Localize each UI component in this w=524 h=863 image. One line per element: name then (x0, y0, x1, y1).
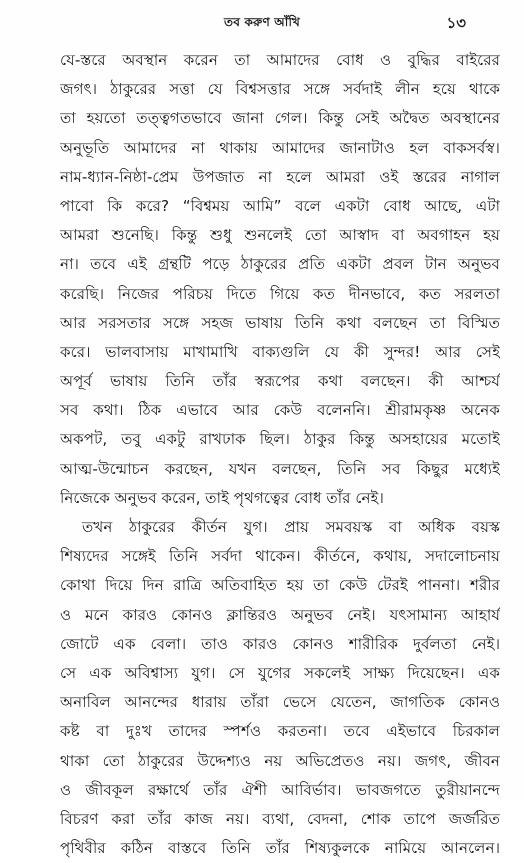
text-line: তা হয়তো তত্ত্বগতভাবে জানা গেল। কিন্তু সেই অদ্বৈত অবস্থানের (60, 109, 500, 128)
text-line: নাম-ধ্যান-নিষ্ঠা-প্রেম উপজাত না হলে আমরা ওই স্তরের নাগাল (60, 167, 500, 186)
text-line: জোটে এক বেলা। তাও কারও কোনও শারীরিক দুর্বলতা নেই। (60, 634, 500, 653)
text-line: সে এক অবিশ্বাস্য যুগ। সে যুগের সকলেই সাক্ষ্য দিয়েছেন। এক (60, 663, 500, 682)
text-line: কোথা দিয়ে দিন রাত্রি অতিবাহিত হয় তা কেউ টেরই পাননা। শরীর (60, 576, 500, 595)
text-line: ও জীবকূল রক্ষার্থে তাঁর ঐশী আবির্ভাব। ভাবজগতে তুরীয়ানন্দে (60, 780, 500, 799)
text-line: পৃথিবীর কঠিন বাস্তবে তিনি তাঁর শিষ্যকুলকে নামিয়ে আনলেন। (60, 839, 500, 858)
text-line: করে। ভালবাসায় মাখামাখি বাক্যগুলি যে কী সুন্দর! আর সেই (60, 342, 500, 361)
text-line: কষ্ট বা দুঃখ তাদের স্পর্শও করতনা। তবে এইভাবে চিরকাল (60, 722, 500, 741)
text-line: থাকা তো ঠাকুরের উদ্দেশ্যও নয় অভিপ্রেতও নয়। জগৎ, জীবন (60, 751, 500, 770)
text-line: বিচরণ করা তাঁর কাজ নয়। ব্যথা, বেদনা, শোক তাপে জর্জরিত (60, 809, 500, 828)
text-line: শিষ্যদের সঙ্গেই তিনি সর্বদা থাকেন। কীর্তনে, কথায়, সদালোচনায় (60, 547, 500, 566)
page-number: ১৩ (446, 14, 466, 32)
text-line: আর সরসতার সঙ্গে সহজ ভাষায় তিনি কথা বলছেন তা বিস্মিত (60, 313, 500, 332)
text-line: অপূর্ব ভাষায় তিনি তাঁর স্বরূপের কথা বলছেন। কী আশ্চর্য (60, 372, 500, 391)
text-line: না। তবে এই গ্রন্থটি পড়ে ঠাকুরের প্রতি একটা প্রবল টান অনুভব (60, 255, 500, 274)
running-title: তব করুণ আঁখি (223, 15, 300, 29)
text-line: আত্ম-উন্মোচন করছেন, যখন বলছেন, তিনি সব কিছুর মধ্যেই (60, 459, 500, 478)
text-line: অকপট, তবু একটু রাখঢাক ছিল। ঠাকুর কিন্তু অসহায়ের মতোই (60, 430, 500, 449)
text-line: তখন ঠাকুরের কীর্তন যুগ। প্রায় সমবয়স্ক বা অধিক বয়স্ক (82, 518, 500, 536)
text-line: করেছি। নিজের পরিচয় দিতে গিয়ে কত দীনভাবে, কত সরলতা (60, 284, 500, 303)
text-line: নিজেকে অনুভব করেন, তাই পৃথগত্বের বোধ তাঁর নেই। (60, 488, 384, 507)
body-text (60, 46, 500, 863)
running-header (0, 14, 524, 34)
text-line: যে-স্তরে অবস্থান করেন তা আমাদের বোধ ও বুদ্ধির বাইরের (60, 51, 500, 69)
text-line: আমরা শুনেছি। কিন্তু শুধু শুনলেই তো আস্বাদ বা অবগাহন হয় (60, 226, 500, 245)
text-line: পাবো কি করে? “বিশ্বময় আমি” বলে একটা বোধ আছে, এটা (60, 196, 500, 215)
text-line: অনুভূতি আমাদের না থাকায় আমাদের জানাটাও হল বাকসর্বস্ব। (60, 138, 500, 157)
text-line: সব কথা। ঠিক এভাবে আর কেউ বলেননি। শ্রীরামকৃষ্ণ অনেক (60, 401, 500, 420)
text-line: জগৎ। ঠাকুরের সত্তা যে বিশ্বসত্তার সঙ্গে সর্বদাই লীন হয়ে থাকে (60, 80, 500, 99)
text-line: ও মনে কারও কোনও ক্লান্তিরও অনুভব নেই। যৎসামান্য আহার্য (60, 605, 500, 624)
text-line: অনাবিল আনন্দের ধারায় তাঁরা ভেসে যেতেন, জাগতিক কোনও (60, 693, 500, 712)
